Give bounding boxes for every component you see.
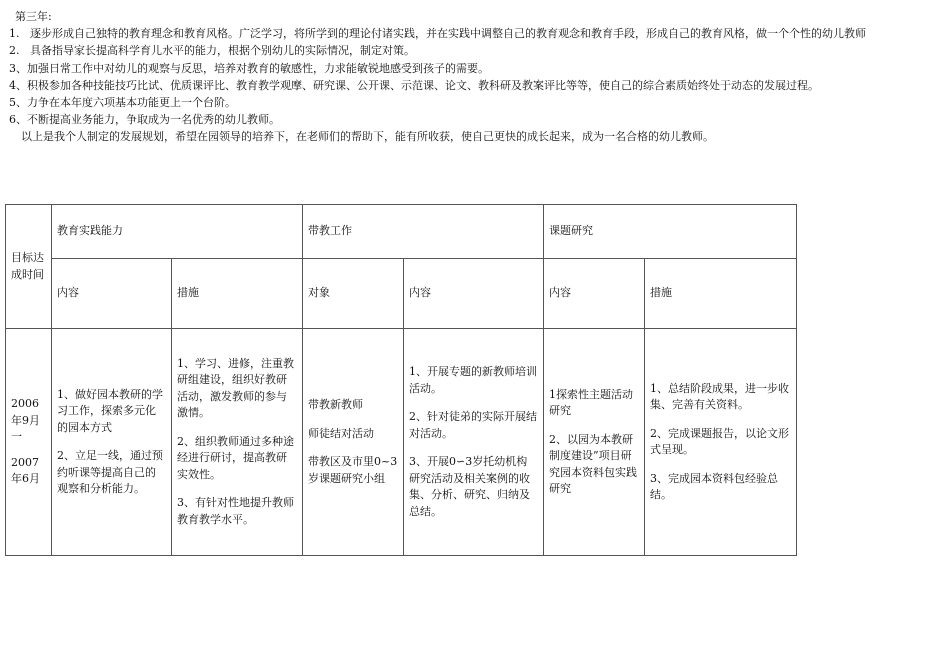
practice-content-cell [52,329,172,556]
research-measures-cell [645,329,797,556]
mentor-content-1: 1、开展专题的新教师培训活动。 [409,365,537,395]
mentor-target-cell [303,329,404,556]
mentor-target-3: 带教区及市里0~3岁课题研究小组 [308,455,398,485]
research-content-cell [544,329,645,556]
time-start: 2006年9月一 [11,397,40,444]
practice-measure-2: 2、组织教师通过多种途经进行研讨，提高教研实效性。 [177,434,294,481]
mentor-content-3: 3、开展0∽3岁托幼机构研究活动及相关案例的收集、分析、研究、归纳及总结。 [409,455,530,518]
group-header-research: 课题研究 [544,205,797,259]
intro-item-5: 5、力争在本年度六项基本功能更上一个台阶。 [9,96,236,110]
intro-text [9,8,939,146]
practice-measure-3: 3、有针对性地提升教师教育教学水平。 [177,496,294,526]
intro-item-2: 2. 具备指导家长提高科学育儿水平的能力，根据个别幼儿的实际情况，制定对策。 [9,44,415,58]
section-heading: 第三年: [15,10,52,23]
practice-measures-cell [172,329,303,556]
research-measure-3: 3、完成园本资料包经验总结。 [650,471,778,501]
research-content-1: 1探索性主题活动研究 [549,387,633,417]
intro-item-3: 3、加强日常工作中对幼儿的观察与反思，培养对教育的敏感性，力求能敏锐地感受到孩子的需要。 [9,61,489,75]
time-header-cell [6,205,52,329]
time-header-line-1: 目标达 [11,251,44,264]
research-measure-1: 1、总结阶段成果，进一步收集、完善有关资料。 [650,381,789,411]
intro-item-4: 4、积极参加各种技能技巧比试、优质课评比、教育教学观摩、研究课、公开课、示范课、论文、教科研及教案评比等等，使自己的综合素质始终处于动态的发展过程。 [9,78,819,92]
practice-content-1: 1、做好园本教研的学习工作，探索多元化的园本方式 [57,387,163,434]
subheader-research-measures: 措施 [645,259,797,329]
mentor-target-1: 带教新教师 [308,398,363,411]
subheader-research-content: 内容 [544,259,645,329]
time-end: 2007年6月 [11,455,40,486]
subheader-mentor-target: 对象 [303,259,404,329]
time-header-line-2: 成时间 [11,267,44,281]
intro-item-1: 1. 逐步形成自己独特的教育理念和教育风格。广泛学习，将所学到的理论付诸实践，并在实践中调整自己的教育观念和教育手段，形成自己的教育风格，做一个个性的幼儿教师 [9,27,866,41]
time-range-cell [6,329,52,556]
closing-paragraph: 以上是我个人制定的发展规划，希望在园领导的培养下，在老师们的帮助下，能有所收获，使自己更快的成长起来，成为一名合格的幼儿教师。 [21,130,714,144]
mentor-content-cell [404,329,544,556]
research-measure-2: 2、完成课题报告，以论文形式呈现。 [650,426,789,456]
practice-content-2: 2、立足一线，通过预约听课等提高自己的观察和分析能力。 [57,449,163,495]
mentor-content-2: 2、针对徒弟的实际开展结对活动。 [409,410,537,440]
group-header-mentoring: 带教工作 [303,205,544,259]
group-header-practice: 教育实践能力 [52,205,303,259]
mentor-target-2: 师徒结对活动 [308,426,374,440]
research-content-2: 2、以园为本教研制度建设”项目研究园本资料包实践研究 [549,432,637,495]
subheader-practice-content: 内容 [52,259,172,329]
plan-table [5,204,797,556]
subheader-practice-measures: 措施 [172,259,303,329]
practice-measure-1: 1、学习、进修，注重教研组建设，组织好教研活动，激发教师的参与激情。 [177,356,294,420]
subheader-mentor-content: 内容 [404,259,544,329]
intro-item-6: 6、不断提高业务能力，争取成为一名优秀的幼儿教师。 [9,113,280,127]
